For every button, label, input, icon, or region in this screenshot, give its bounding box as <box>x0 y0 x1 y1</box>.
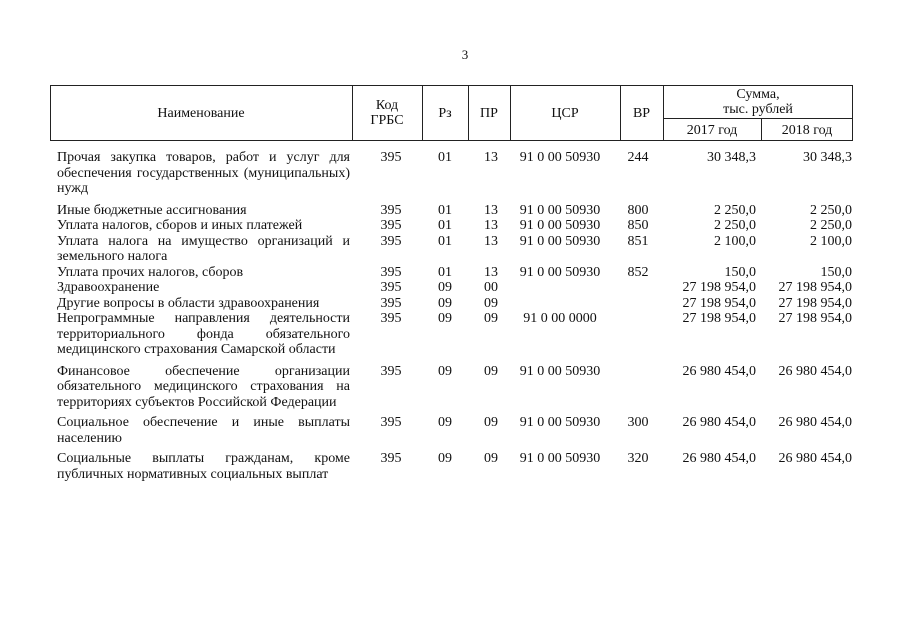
row-rz: 01 <box>438 202 452 218</box>
table-row <box>0 203 905 219</box>
header-sum-line1: Сумма, <box>736 86 780 102</box>
table-body <box>0 150 905 482</box>
row-name: Другие вопросы в области здравоохранения <box>57 295 320 311</box>
row-pr: 13 <box>484 150 498 165</box>
row-sum-2018: 26 980 454,0 <box>778 363 852 379</box>
header-grbs-line1: Код <box>375 98 399 113</box>
header-year-2017: 2017 год <box>686 122 738 138</box>
row-grbs: 395 <box>380 202 402 218</box>
row-vr: 320 <box>627 451 649 466</box>
row-sum-2018: 27 198 954,0 <box>778 311 852 326</box>
row-csr: 91 0 00 50930 <box>519 451 601 466</box>
row-csr: 91 0 00 50930 <box>519 202 601 218</box>
row-sum-2017: 26 980 454,0 <box>682 415 756 430</box>
row-rz: 09 <box>438 415 452 430</box>
row-pr: 13 <box>484 264 498 280</box>
header-sum-line2: тыс. рублей <box>723 101 793 117</box>
row-csr: 91 0 00 50930 <box>519 415 601 430</box>
table-row <box>0 150 905 197</box>
row-sum-2017: 26 980 454,0 <box>682 363 756 379</box>
row-sum-2018: 26 980 454,0 <box>778 415 852 430</box>
row-csr: 91 0 00 0000 <box>523 311 597 326</box>
row-sum-2018: 27 198 954,0 <box>778 280 852 295</box>
row-grbs: 395 <box>380 264 402 280</box>
row-rz: 09 <box>438 311 452 326</box>
table-row <box>0 415 905 446</box>
row-name: Непрограммные направления деятельности территориального фонда обязательного медицинского страхования Самарской области <box>57 311 350 357</box>
row-grbs: 395 <box>380 363 402 379</box>
row-rz: 09 <box>438 451 452 466</box>
header-sum <box>663 85 853 118</box>
row-pr: 13 <box>484 202 498 218</box>
row-vr: 851 <box>627 233 649 249</box>
table-row <box>0 218 905 234</box>
row-grbs: 395 <box>380 415 402 430</box>
row-grbs: 395 <box>380 311 402 326</box>
row-grbs: 395 <box>380 295 402 311</box>
row-rz: 09 <box>438 295 452 311</box>
row-rz: 01 <box>438 218 452 233</box>
row-sum-2017: 2 100,0 <box>714 233 756 249</box>
header-vr: ВР <box>632 105 651 121</box>
row-grbs: 395 <box>380 218 402 233</box>
row-sum-2018: 2 100,0 <box>810 233 852 249</box>
table-row <box>0 451 905 482</box>
page-number: 3 <box>461 47 469 62</box>
header-name: Наименование <box>157 105 245 121</box>
row-pr: 13 <box>484 233 498 249</box>
table-row <box>0 364 905 411</box>
row-vr: 852 <box>627 264 649 280</box>
row-name: Социальное обеспечение и иные выплаты населению <box>57 415 350 446</box>
row-sum-2017: 27 198 954,0 <box>682 295 756 311</box>
row-grbs: 395 <box>380 150 402 165</box>
row-rz: 01 <box>438 150 452 165</box>
table-row <box>0 296 905 312</box>
row-sum-2018: 27 198 954,0 <box>778 295 852 311</box>
row-vr: 850 <box>627 218 649 233</box>
row-pr: 09 <box>484 363 498 379</box>
row-pr: 09 <box>484 415 498 430</box>
row-name: Финансовое обеспечение организации обязательного медицинского страхования на территориях субъектов Российской Федерации <box>57 363 350 410</box>
row-sum-2018: 2 250,0 <box>810 218 852 233</box>
row-grbs: 395 <box>380 233 402 249</box>
row-pr: 09 <box>484 311 498 326</box>
row-csr: 91 0 00 50930 <box>519 363 601 379</box>
header-grbs <box>352 85 422 141</box>
row-name: Иные бюджетные ассигнования <box>57 202 247 218</box>
table-row <box>0 280 905 296</box>
row-rz: 01 <box>438 233 452 249</box>
row-pr: 13 <box>484 218 498 233</box>
row-rz: 09 <box>438 363 452 379</box>
row-csr: 91 0 00 50930 <box>519 218 601 233</box>
table-row <box>0 311 905 358</box>
row-sum-2018: 2 250,0 <box>810 202 852 218</box>
table-header <box>50 85 853 141</box>
row-name: Уплата налогов, сборов и иных платежей <box>57 218 303 233</box>
row-grbs: 395 <box>380 451 402 466</box>
table-row <box>0 265 905 281</box>
row-csr: 91 0 00 50930 <box>519 264 601 280</box>
header-grbs-line2: ГРБС <box>370 113 404 128</box>
row-name: Социальные выплаты гражданам, кроме публичных нормативных социальных выплат <box>57 451 350 482</box>
row-sum-2017: 150,0 <box>724 264 756 280</box>
row-rz: 01 <box>438 264 452 280</box>
row-sum-2017: 27 198 954,0 <box>682 280 756 295</box>
row-sum-2017: 27 198 954,0 <box>682 311 756 326</box>
row-csr: 91 0 00 50930 <box>519 233 601 249</box>
row-name: Уплата прочих налогов, сборов <box>57 264 244 280</box>
header-year-2018: 2018 год <box>781 122 833 138</box>
row-sum-2017: 30 348,3 <box>707 150 756 165</box>
row-pr: 00 <box>484 280 498 295</box>
row-sum-2018: 30 348,3 <box>803 150 852 165</box>
row-sum-2017: 26 980 454,0 <box>682 451 756 466</box>
row-name: Прочая закупка товаров, работ и услуг для обеспечения государственных (муниципальных) нужд <box>57 150 350 196</box>
row-rz: 09 <box>438 280 452 295</box>
row-grbs: 395 <box>380 280 402 295</box>
row-vr: 244 <box>627 150 649 165</box>
row-pr: 09 <box>484 295 498 311</box>
row-csr: 91 0 00 50930 <box>519 150 601 165</box>
table-row <box>0 234 905 265</box>
row-vr: 300 <box>627 415 649 430</box>
row-name: Здравоохранение <box>57 280 160 295</box>
header-rz: Рз <box>438 105 452 121</box>
row-name: Уплата налога на имущество организаций и земельного налога <box>57 233 350 264</box>
row-pr: 09 <box>484 451 498 466</box>
row-vr: 800 <box>627 202 649 218</box>
header-pr: ПР <box>480 105 498 121</box>
row-sum-2017: 2 250,0 <box>714 218 756 233</box>
header-csr: ЦСР <box>551 105 579 121</box>
row-sum-2018: 26 980 454,0 <box>778 451 852 466</box>
row-sum-2017: 2 250,0 <box>714 202 756 218</box>
row-sum-2018: 150,0 <box>820 264 852 280</box>
